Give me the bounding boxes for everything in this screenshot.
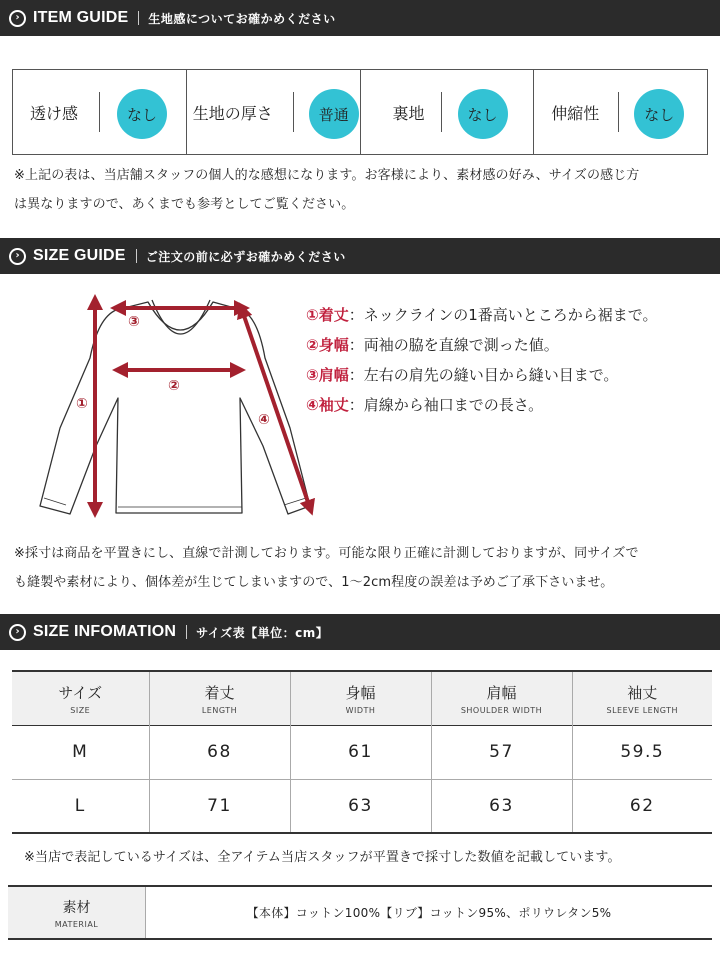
guide-value-badge: なし — [634, 89, 684, 139]
cell-width: 61 — [290, 725, 431, 779]
cell-shoulder: 63 — [431, 779, 572, 833]
note-line: ※採寸は商品を平置きにし、直線で計測しております。可能な限り正確に計測しておりますが、同サイズで — [14, 546, 639, 561]
legend-item — [306, 330, 658, 360]
guide-label: 生地の厚さ — [192, 103, 273, 123]
table-row — [12, 725, 712, 779]
guide-value-badge: 普通 — [309, 89, 359, 139]
guide-value-badge: なし — [117, 89, 167, 139]
note-line: は異なりますので、あくまでも参考としてご覧ください。 — [14, 197, 355, 212]
chevron-right-icon: › — [9, 248, 26, 265]
cell-width: 63 — [290, 779, 431, 833]
column-header-sleeve: 袖丈 SLEEVE LENGTH — [606, 683, 679, 715]
item-guide-subtitle: 生地感についてお確かめください — [148, 11, 336, 26]
material-value: 【本体】コットン100%【リブ】コットン95%、ポリウレタン5% — [246, 906, 612, 920]
cell-sleeve: 62 — [629, 795, 655, 816]
sleeve-arrow — [242, 310, 310, 508]
size-guide-note — [14, 539, 639, 597]
legend-item — [306, 390, 658, 420]
column-header-width: 身幅 WIDTH — [290, 671, 431, 725]
column-header-length: 着丈 LENGTH — [149, 671, 290, 725]
chevron-right-icon: › — [9, 10, 26, 27]
note-line: ※上記の表は、当店舗スタッフの個人的な感想になります。お客様により、素材感の好み、サイズの感じ方 — [14, 168, 640, 183]
material-label-jp: 素材 — [62, 899, 91, 916]
guide-divider — [293, 92, 294, 132]
guide-cell-stretch — [533, 70, 707, 154]
guide-divider — [441, 92, 442, 132]
item-guide-note — [14, 161, 639, 219]
cell-length: 68 — [149, 725, 290, 779]
column-header-size: サイズ SIZE — [12, 671, 149, 725]
marker-sleeve: ④ — [258, 412, 270, 428]
header-divider — [136, 249, 137, 263]
size-guide-subtitle: ご注文の前に必ずお確かめください — [145, 249, 346, 264]
cell-size: M — [12, 725, 149, 779]
size-guide-title: SIZE GUIDE — [33, 247, 126, 264]
guide-cell-thickness — [186, 70, 360, 154]
marker-width: ② — [168, 378, 180, 394]
marker-length: ① — [76, 396, 88, 412]
cell-size: L — [12, 779, 149, 833]
guide-cell-lining — [360, 70, 534, 154]
header-divider — [138, 11, 139, 25]
size-table-header-row — [12, 671, 712, 725]
size-info-title: SIZE INFOMATION — [33, 623, 177, 640]
item-guide-title: ITEM GUIDE — [33, 9, 129, 26]
guide-divider — [99, 92, 100, 132]
cell-length: 71 — [149, 779, 290, 833]
note-line: も縫製や素材により、個体差が生じてしまいますので、1～2cm程度の誤差は予めご了承下さいませ。 — [14, 575, 614, 590]
guide-cell-transparency — [13, 70, 186, 154]
legend-key: ③肩幅 — [306, 366, 349, 384]
material-row — [8, 885, 712, 940]
guide-label: 裏地 — [392, 103, 425, 123]
garment-measurement-diagram — [30, 288, 330, 520]
legend-key: ④袖丈 — [306, 396, 349, 414]
size-table — [12, 670, 712, 834]
legend-desc: ：肩線から袖口までの長さ。 — [348, 396, 544, 414]
header-divider — [186, 625, 187, 639]
legend-desc: ：左右の肩先の縫い目から縫い目まで。 — [348, 366, 619, 384]
guide-value-badge: なし — [458, 89, 508, 139]
size-info-note: ※当店で表記しているサイズは、全アイテム当店スタッフが平置きで採寸した数値を記載しています。 — [24, 850, 621, 865]
guide-label: 透け感 — [30, 103, 79, 123]
legend-item — [306, 300, 658, 330]
size-guide-header — [0, 238, 720, 274]
column-header-shoulder: 肩幅 SHOULDER WIDTH — [431, 671, 572, 725]
material-label-en: MATERIAL — [54, 919, 99, 929]
legend-key: ①着丈 — [306, 306, 349, 324]
material-label — [8, 887, 146, 938]
table-row — [12, 779, 712, 833]
fabric-feel-table — [12, 69, 708, 155]
legend-item — [306, 360, 658, 390]
item-guide-header — [0, 0, 720, 36]
cell-shoulder: 57 — [431, 725, 572, 779]
marker-shoulder: ③ — [128, 314, 140, 330]
size-info-subtitle: サイズ表【単位：cm】 — [196, 625, 329, 640]
chevron-right-icon: › — [9, 624, 26, 641]
legend-desc: ：ネックラインの1番高いところから裾まで。 — [348, 306, 658, 324]
legend-desc: ：両袖の脇を直線で測った値。 — [348, 336, 559, 354]
measurement-legend — [306, 300, 658, 420]
guide-divider — [618, 92, 619, 132]
size-info-header — [0, 614, 720, 650]
cell-sleeve: 59.5 — [620, 742, 665, 762]
legend-key: ②身幅 — [306, 336, 349, 354]
guide-label: 伸縮性 — [551, 103, 600, 123]
